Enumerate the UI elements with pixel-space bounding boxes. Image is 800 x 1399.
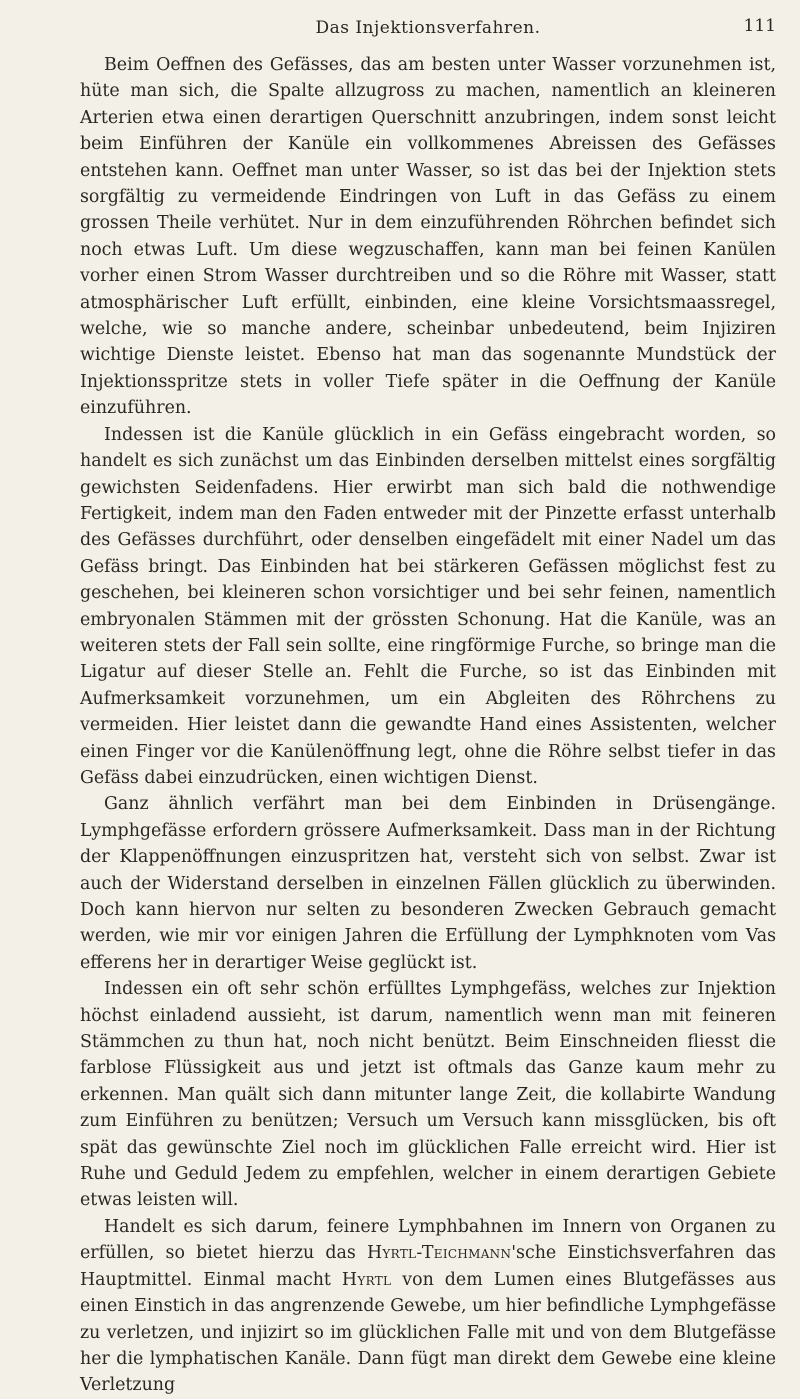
paragraph-5 [80, 1214, 776, 1399]
paragraph-2: Indessen ist die Kanüle glücklich in ein Gefäss eingebracht worden, so handelt es sich zunächst um das Einbinden derselben mittelst eines sorgfältig gewichsten Seidenfadens. Hier erwirbt man sich bald die nothwendige Fertigkeit, indem man den Faden entweder mit der Pinzette erfasst unterhalb des Gefässes durchführt, oder denselben eingefädelt mit einer Nadel um das Gefäss bringt. Das Einbinden hat bei stärkeren Gefässen möglichst fest zu geschehen, bei kleineren schon vorsichtiger und bei sehr feinen, namentlich embryonalen Stämmen mit der grössten Schonung. Hat die Kanüle, was an weiteren stets der Fall sein sollte, eine ringförmige Furche, so bringe man die Ligatur auf dieser Stelle an. Fehlt die Furche, so ist das Einbinden mit Aufmerksamkeit vorzunehmen, um ein Abgleiten des Röhrchens zu vermeiden. Hier leistet dann die gewandte Hand eines Assistenten, welcher einen Finger vor die Kanülenöffnung legt, ohne die Röhre selbst tiefer in das Gefäss dabei einzudrücken, einen wichtigen Dienst. [80, 424, 776, 788]
author-name-hyrtl-teichmann: Hyrtl-Teichmann [366, 1243, 512, 1264]
paragraph-5-start: Handelt es sich darum, feinere Lymphbahnen im Innern von Organen zu erfüllen, so bietet hierzu das [80, 1216, 776, 1264]
body-text [80, 52, 776, 1399]
page-header [80, 16, 776, 46]
paragraph-4: Indessen ein oft sehr schön erfülltes Lymphgefäss, welches zur Injektion höchst einladend aussieht, ist darum, namentlich wenn man mit feineren Stämmchen zu thun hat, noch nicht benützt. Beim Einschneiden fliesst die farblose Flüssigkeit aus und jetzt ist oftmals das Ganze kaum mehr zu erkennen. Man quält sich dann mitunter lange Zeit, die kollabirte Wandung zum Einführen zu benützen; Versuch um Versuch kann missglücken, bis oft spät das gewünschte Ziel noch im glücklichen Falle erreicht wird. Hier ist Ruhe und Geduld Jedem zu empfehlen, welcher in einem derartigen Gebiete etwas leisten will. [80, 979, 776, 1211]
paragraph-5-end: von dem Lumen eines Blutgefässes aus einen Einstich in das angrenzende Gewebe, um hier befindliche Lymphgefässe zu verletzen, und injizirt so im glücklichen Falle mit und von dem Blutgefässe her die lymphatischen Kanäle. Dann fügt man direkt dem Gewebe eine kleine Verletzung [80, 1269, 777, 1396]
paragraph-1: Beim Oeffnen des Gefässes, das am besten unter Wasser vorzunehmen ist, hüte man sich, die Spalte allzugross zu machen, namentlich an kleineren Arterien etwa einen derartigen Querschnitt anzubringen, indem sonst leicht beim Einführen der Kanüle ein vollkommenes Abreissen des Gefässes entstehen kann. Oeffnet man unter Wasser, so ist das bei der Injektion stets sorgfältig zu vermeidende Eindringen von Luft in das Gefäss zu einem grossen Theile verhütet. Nur in dem einzuführenden Röhrchen befindet sich noch etwas Luft. Um diese wegzuschaffen, kann man bei feinen Kanülen vorher einen Strom Wasser durchtreiben und so die Röhre mit Wasser, statt atmosphärischer Luft erfüllt, einbinden, eine kleine Vorsichtsmaassregel, welche, wie so manche andere, scheinbar unbedeutend, beim Injiziren wichtige Dienste leistet. Ebenso hat man das sogenannte Mundstück der Injektionsspritze stets in voller Tiefe später in die Oeffnung der Kanüle einzuführen. [80, 55, 776, 419]
paragraph-3: Ganz ähnlich verfährt man bei dem Einbinden in Drüsengänge. Lymphgefässe erfordern grössere Aufmerksamkeit. Dass man in der Richtung der Klappenöffnungen einzuspritzen hat, versteht sich von selbst. Zwar ist auch der Widerstand derselben in einzelnen Fällen glücklich zu überwinden. Doch kann hiervon nur selten zu besonderen Zwecken Gebrauch gemacht werden, wie mir vor einigen Jahren die Erfüllung der Lymphknoten vom Vas efferens her in derartiger Weise geglückt ist. [80, 794, 776, 973]
page-number: 111 [743, 16, 776, 36]
running-title: Das Injektionsverfahren. [315, 18, 541, 38]
paragraph-5-middle: 'sche Einstichsverfahren das Hauptmittel. Einmal macht [80, 1243, 776, 1290]
author-name-hyrtl: Hyrtl [341, 1269, 392, 1290]
